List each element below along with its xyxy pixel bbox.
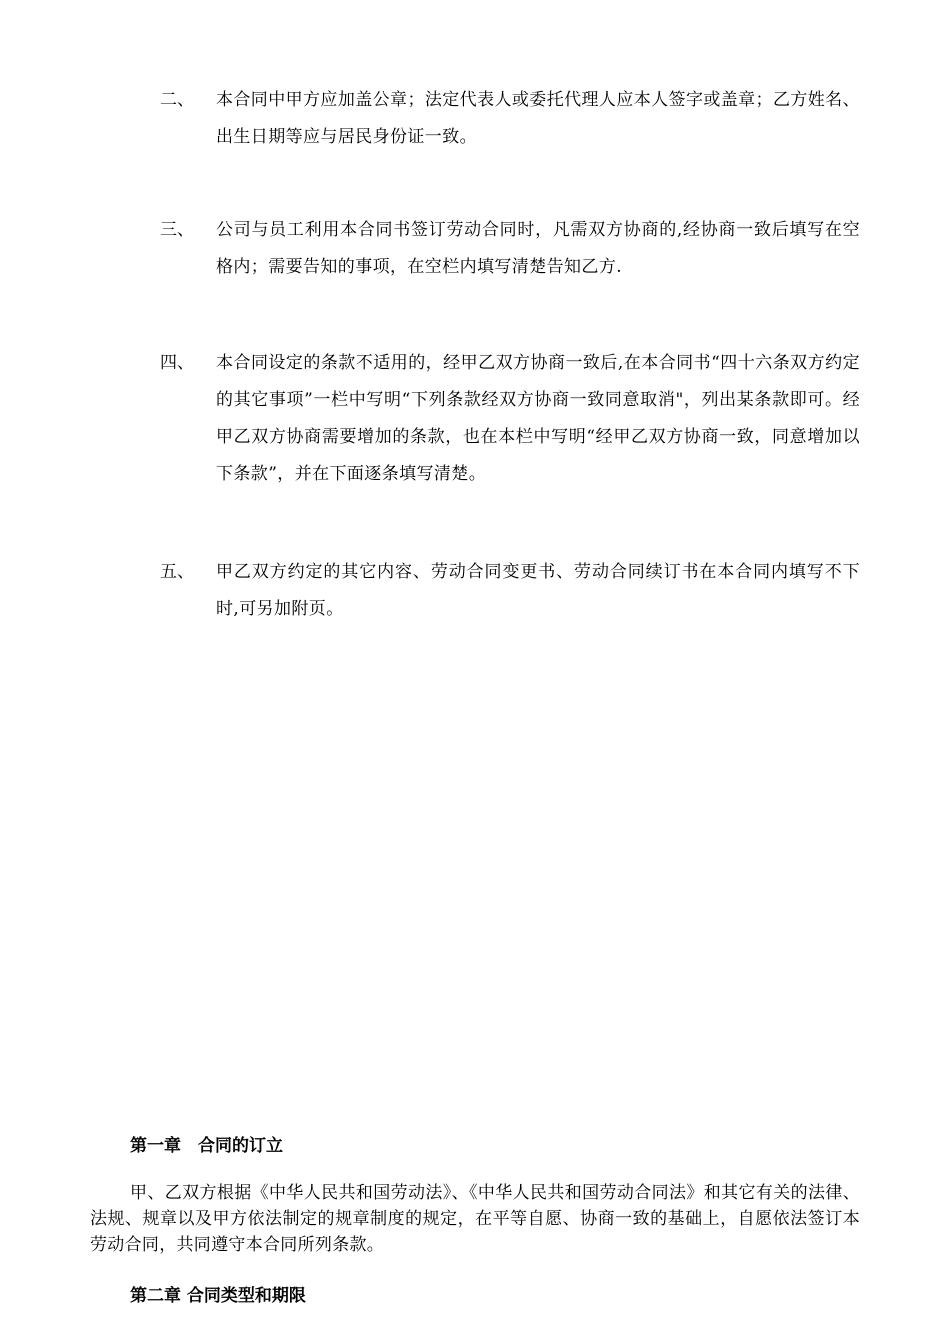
chapter-1-title: 第一章 合同的订立 xyxy=(130,1136,283,1156)
note-item-5 xyxy=(160,554,860,628)
note-text: 本合同设定的条款不适用的，经甲乙双方协商一致后,在本合同书“四十六条双方约定的其它事项”一栏中写明“下列条款经双方协商一致同意取消"，列出某条款即可。经甲乙双方协商需要增加的条款，也在本栏中写明“经甲乙双方协商一致，同意增加以下条款”，并在下面逐条填写清楚。 xyxy=(216,353,860,484)
note-number: 二、 xyxy=(160,90,194,110)
chapter-2-title: 第二章 合同类型和期限 xyxy=(130,1286,306,1306)
note-number: 三、 xyxy=(160,220,194,240)
note-number: 四、 xyxy=(160,353,194,373)
chapter-1-body: 甲、乙双方根据《中华人民共和国劳动法》、《中华人民共和国劳动合同法》和其它有关的法律、法规、规章以及甲方依法制定的规章制度的规定，在平等自愿、协商一致的基础上，自愿依法签订本劳动合同，共同遵守本合同所列条款。 xyxy=(90,1183,860,1255)
note-text: 甲乙双方约定的其它内容、劳动合同变更书、劳动合同续订书在本合同内填写不下时,可另加附页。 xyxy=(216,562,860,619)
note-item-4 xyxy=(160,345,860,493)
note-text: 公司与员工利用本合同书签订劳动合同时，凡需双方协商的,经协商一致后填写在空格内；需要告知的事项，在空栏内填写清楚告知乙方. xyxy=(216,220,860,277)
note-number: 五、 xyxy=(160,562,194,582)
note-item-3 xyxy=(160,212,860,286)
note-item-2 xyxy=(160,82,860,156)
note-text: 本合同中甲方应加盖公章；法定代表人或委托代理人应本人签字或盖章；乙方姓名、出生日期等应与居民身份证一致。 xyxy=(216,90,860,147)
